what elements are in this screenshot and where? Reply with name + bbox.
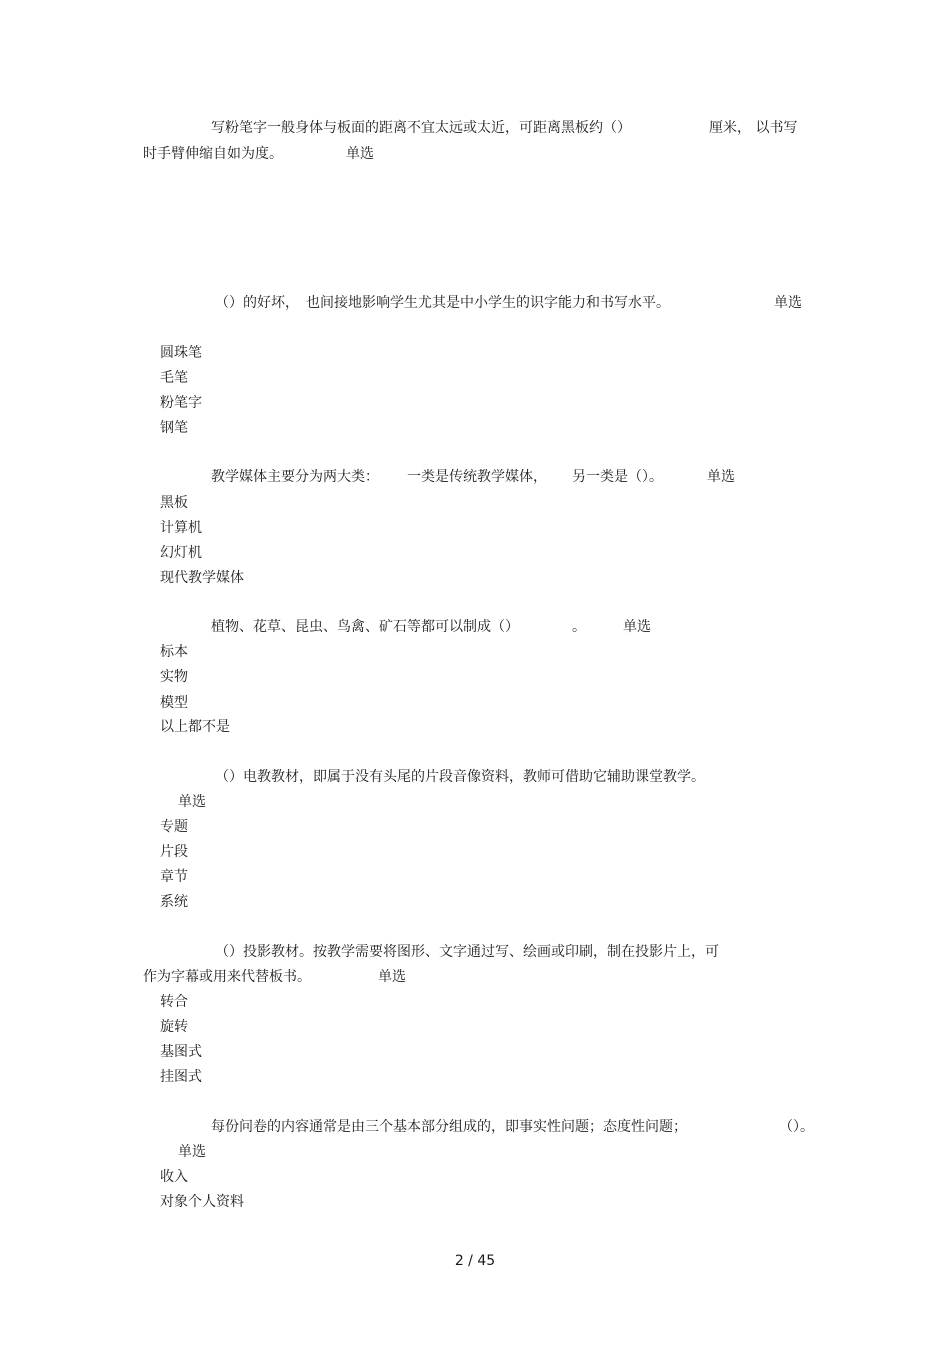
q2-option-2: 毛笔 [160,370,188,386]
q4-stem-a: 植物、花草、昆虫、鸟禽、矿石等都可以制成（） [211,619,519,635]
q7-stem-b: （）。 [779,1119,814,1135]
q4-type: 单选 [623,619,651,635]
q1-stem-line1-tail: 厘米， 以书写 [709,120,798,136]
q6-stem-line2: 作为字幕或用来代替板书。 [143,969,311,985]
q6-option-2: 旋转 [160,1019,188,1035]
q1-stem-line1: 写粉笔字一般身体与板面的距离不宜太远或太近，可距离黑板约（） [211,120,631,136]
q3-option-2: 计算机 [160,520,202,536]
q6-stem-line1: （）投影教材。按教学需要将图形、文字通过写、绘画或印刷，制在投影片上，可 [215,944,719,960]
q3-stem-a: 教学媒体主要分为两大类： [211,469,379,485]
q3-type: 单选 [707,469,735,485]
q3-stem-b: 一类是传统教学媒体， [407,469,547,485]
q2-option-4: 钢笔 [160,420,188,436]
q7-stem-a: 每份问卷的内容通常是由三个基本部分组成的，即事实性问题；态度性问题； [211,1119,687,1135]
q3-option-3: 幻灯机 [160,545,202,561]
q2-option-3: 粉笔字 [160,395,202,411]
q2-option-1: 圆珠笔 [160,345,202,361]
q1-stem-line2: 时手臂伸缩自如为度。 [143,146,283,162]
q3-option-4: 现代教学媒体 [160,570,244,586]
q4-option-1: 标本 [160,644,188,660]
q2-type: 单选 [774,295,802,311]
q6-type: 单选 [378,969,406,985]
q5-option-4: 系统 [160,894,188,910]
q6-option-3: 基图式 [160,1044,202,1060]
q7-type: 单选 [178,1144,206,1160]
q6-option-1: 转合 [160,994,188,1010]
q4-option-2: 实物 [160,669,188,685]
q5-type: 单选 [178,794,206,810]
q5-option-2: 片段 [160,844,188,860]
q2-stem-a: （）的好坏， [215,295,299,311]
q1-type: 单选 [346,146,374,162]
q6-option-4: 挂图式 [160,1069,202,1085]
q3-option-1: 黑板 [160,495,188,511]
q3-stem-c: 另一类是（）。 [572,469,663,485]
q4-stem-b: 。 [572,619,586,635]
q4-option-4: 以上都不是 [160,719,230,735]
page-number: 2 / 45 [454,1253,496,1269]
q5-stem: （）电教教材，即属于没有头尾的片段音像资料，教师可借助它辅助课堂教学。 [215,769,705,785]
q4-option-3: 模型 [160,695,188,711]
q7-option-2: 对象个人资料 [160,1194,244,1210]
q7-option-1: 收入 [160,1169,188,1185]
q5-option-3: 章节 [160,869,188,885]
q5-option-1: 专题 [160,819,188,835]
q2-stem-b: 也间接地影响学生尤其是中小学生的识字能力和书写水平。 [306,295,670,311]
